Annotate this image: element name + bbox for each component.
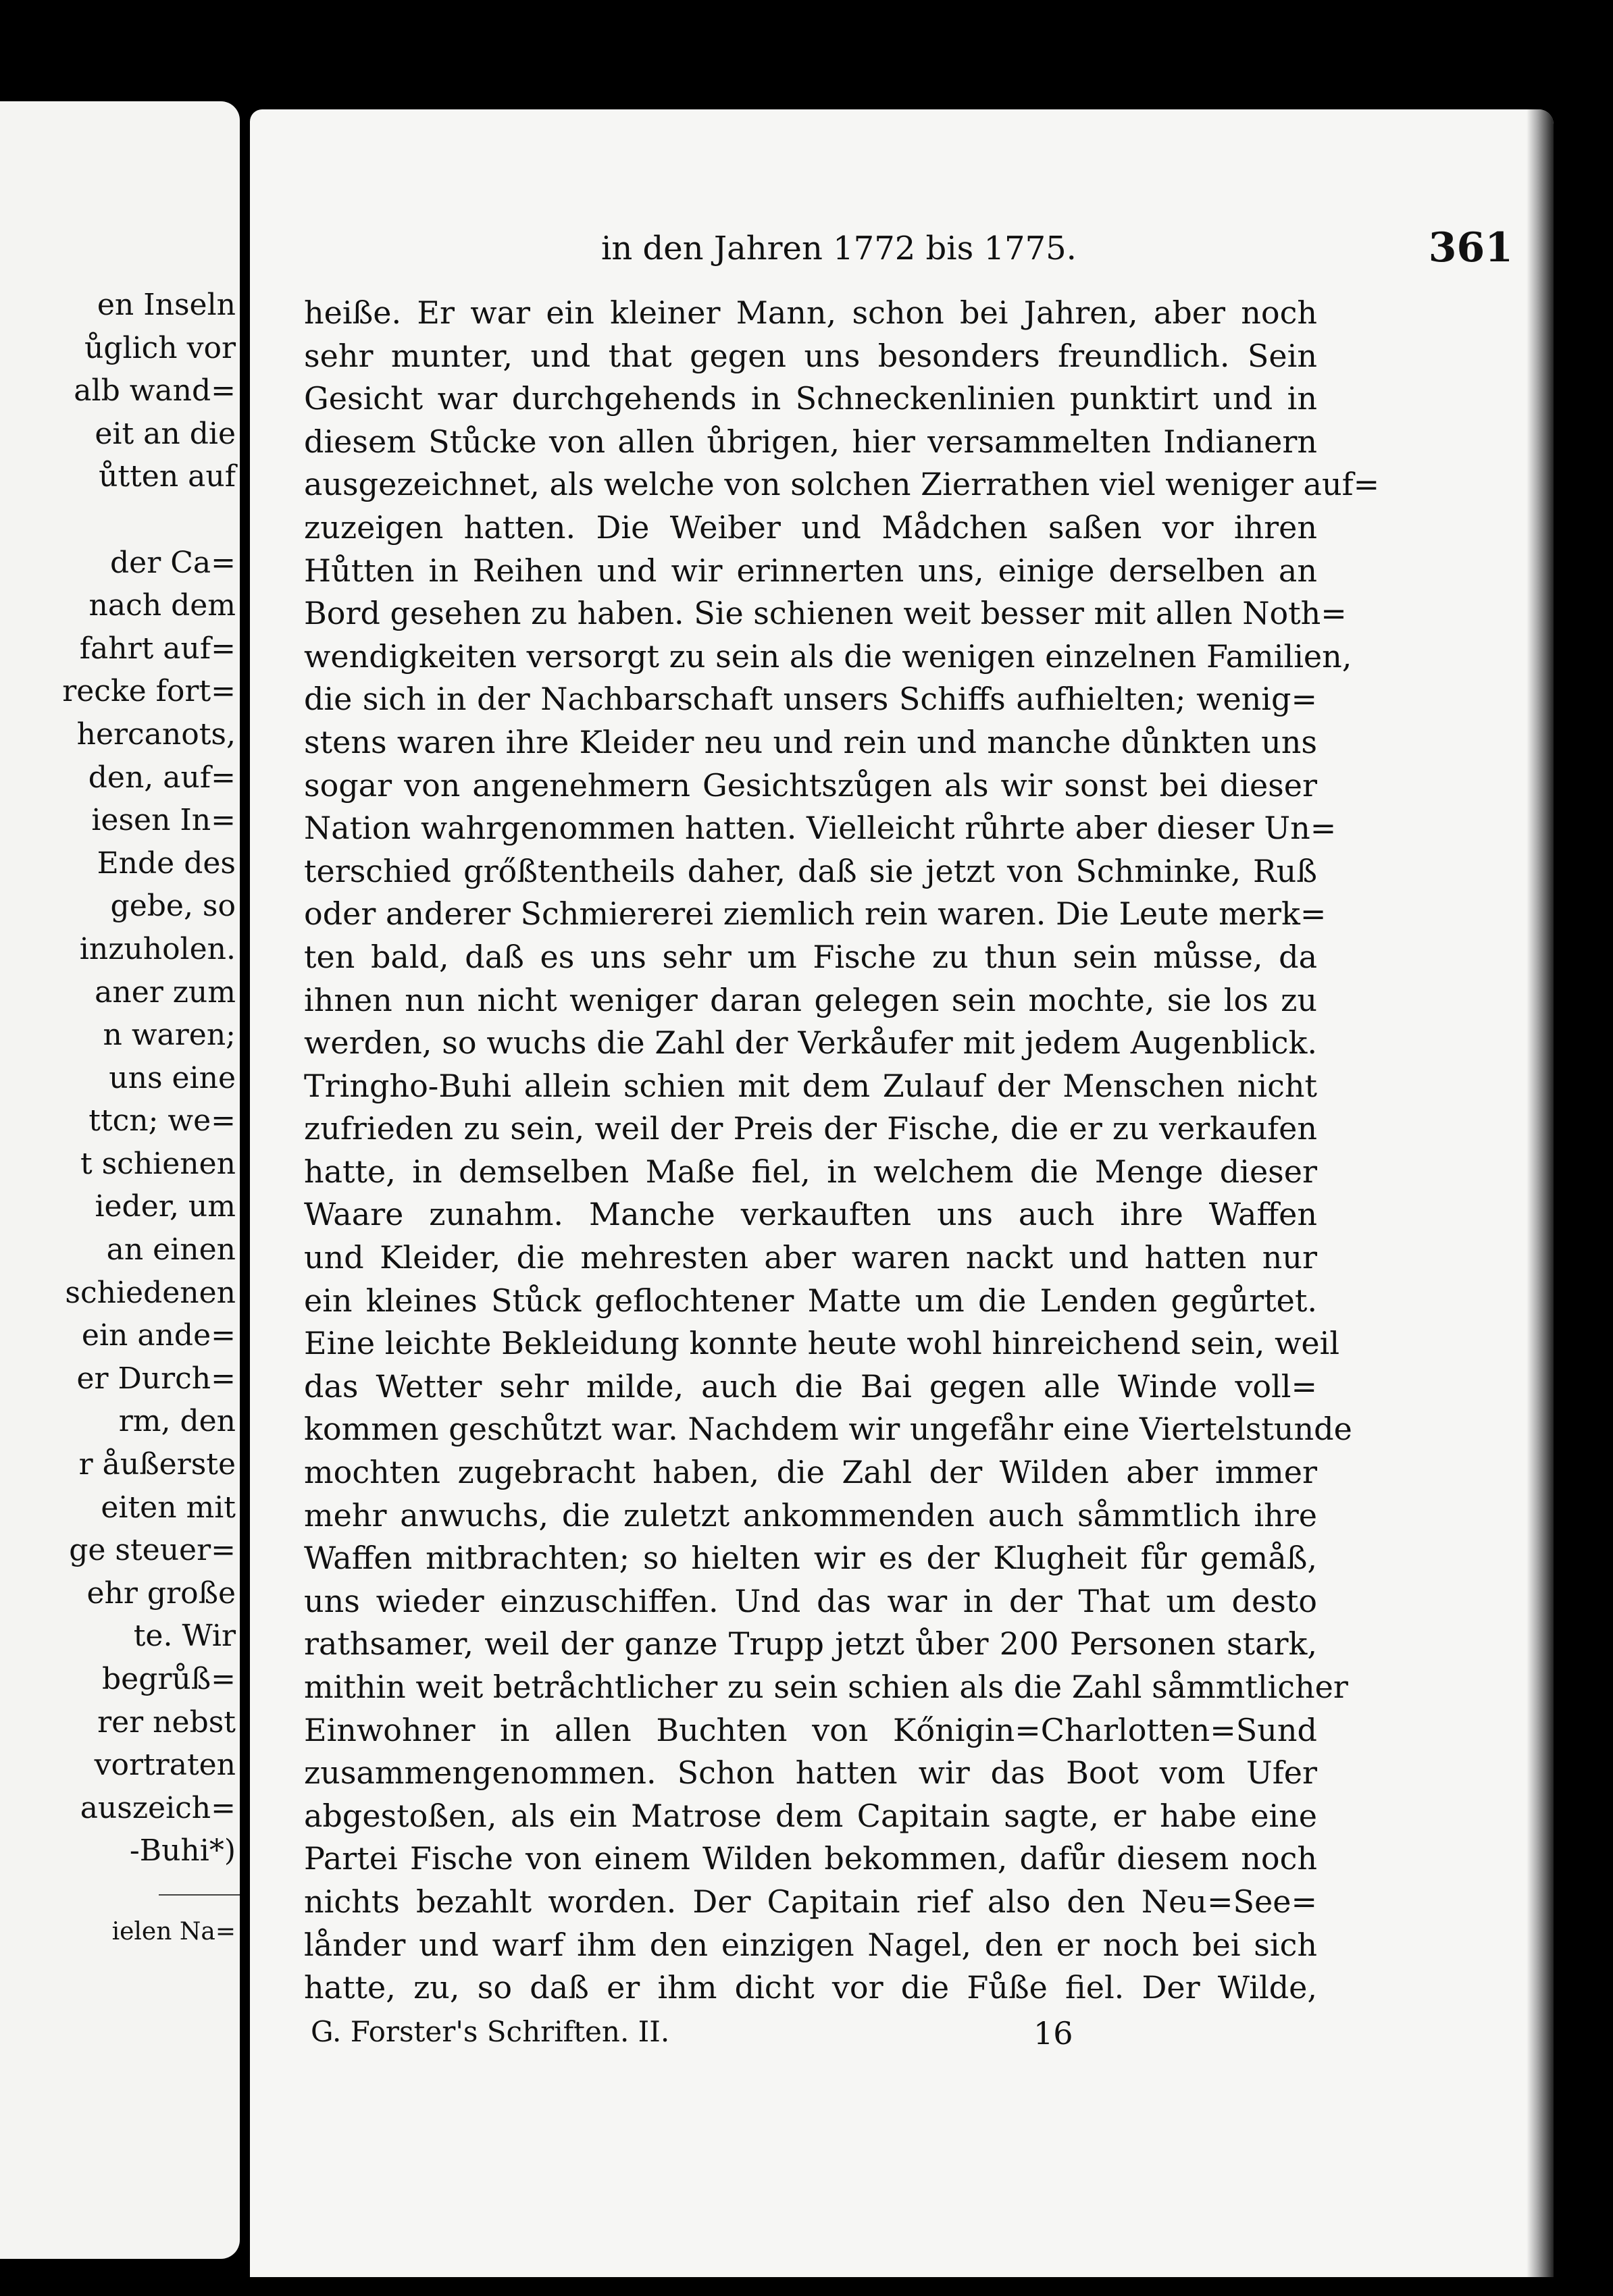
left-text-line: alb wand=	[74, 373, 236, 409]
body-text-line: zusammengenommen. Schon hatten wir das Boot vom Ufer	[304, 1754, 1317, 1792]
left-text-line: ehr große	[86, 1575, 236, 1611]
left-text-line: schiedenen	[65, 1275, 236, 1310]
left-text-line: rm, den	[118, 1404, 236, 1439]
body-text-line: stens waren ihre Kleider neu und rein und manche důnkten uns	[304, 723, 1317, 760]
body-text-line: mochten zugebracht haben, die Zahl der Wilden aber immer	[304, 1454, 1317, 1491]
left-text-line: ůtten auf	[99, 459, 236, 494]
body-text-line: rathsamer, weil der ganze Trupp jetzt ůber 200 Personen stark,	[304, 1625, 1317, 1663]
body-text-line: terschied grőßtentheils daher, daß sie jetzt von Schminke, Ruß	[304, 852, 1317, 889]
left-text-line: auszeich=	[80, 1790, 236, 1825]
body-text-line: mehr anwuchs, die zuletzt ankommenden auch såmmtlich ihre	[304, 1496, 1317, 1534]
left-text-line: n waren;	[103, 1018, 236, 1053]
left-text-line: nach dem	[88, 588, 236, 623]
right-page	[250, 109, 1554, 2277]
left-text-line: gebe, so	[110, 889, 236, 924]
body-text-line: heiße. Er war ein kleiner Mann, schon bei Jahren, aber noch	[304, 294, 1317, 331]
body-text-line: zufrieden zu sein, weil der Preis der Fische, die er zu verkaufen	[304, 1110, 1317, 1147]
body-text-line: kommen geschůtzt war. Nachdem wir ungefåhr eine Viertelstunde	[304, 1411, 1352, 1448]
left-text-line: ieder, um	[95, 1189, 236, 1224]
body-text-line: mithin weit betråchtlicher zu sein schien als die Zahl såmmtlicher	[304, 1669, 1348, 1705]
body-text-line: sehr munter, und that gegen uns besonders freundlich. Sein	[304, 337, 1317, 374]
left-text-line: recke fort=	[62, 674, 236, 709]
book-spine-shadow	[1527, 109, 1554, 2277]
body-text-line: oder anderer Schmiererei ziemlich rein waren. Die Leute merk=	[304, 895, 1327, 933]
author-line: G. Forster's Schriften. II.	[311, 2015, 670, 2048]
body-text-line: Eine leichte Bekleidung konnte heute wohl hinreichend sein, weil	[304, 1325, 1340, 1362]
body-text-line: abgestoßen, als ein Matrose dem Capitain sagte, er habe eine	[304, 1797, 1317, 1834]
left-text-line: ůglich vor	[84, 330, 236, 365]
body-text-line: ausgezeichnet, als welche von solchen Zierrathen viel weniger auf=	[304, 466, 1380, 503]
left-text-line: r åußerste	[78, 1447, 236, 1482]
left-text-line: Ende des	[97, 845, 236, 881]
body-text-line: Einwohner in allen Buchten von Kőnigin=Charlotten=Sund	[304, 1711, 1317, 1748]
body-text-line: wendigkeiten versorgt zu sein als die wenigen einzelnen Familien,	[304, 637, 1352, 675]
body-text-line: Hůtten in Reihen und wir erinnerten uns, einige derselben an	[304, 552, 1317, 589]
left-text-line: -Buhi*)	[129, 1833, 236, 1869]
body-text-line: ihnen nun nicht weniger daran gelegen sein mochte, sie los zu	[304, 981, 1317, 1018]
body-text-line: das Wetter sehr milde, auch die Bai gegen alle Winde voll=	[304, 1367, 1317, 1405]
left-text-line: ein ande=	[81, 1318, 236, 1353]
left-text-line: an einen	[106, 1232, 236, 1268]
body-text-line: Tringho-Buhi allein schien mit dem Zulauf der Menschen nicht	[304, 1067, 1317, 1104]
body-text-line: Partei Fische von einem Wilden bekommen, dafůr diesem noch	[304, 1840, 1317, 1877]
footnote-rule	[159, 1894, 240, 1896]
body-text-line: ein kleines Stůck geflochtener Matte um die Lenden gegůrtet.	[304, 1282, 1317, 1319]
left-text-line: t schienen	[80, 1146, 236, 1181]
left-text-line: ttcn; we=	[88, 1103, 236, 1139]
body-text-line: Waare zunahm. Manche verkauften uns auch ihre Waffen	[304, 1196, 1317, 1233]
body-text-line: werden, so wuchs die Zahl der Verkåufer mit jedem Augenblick.	[304, 1024, 1317, 1062]
body-text-line: lånder und warf ihm den einzigen Nagel, den er noch bei sich	[304, 1926, 1317, 1963]
left-text-line: en Inseln	[97, 288, 236, 322]
body-text-line: ten bald, daß es uns sehr um Fische zu thun sein můsse, da	[304, 938, 1317, 975]
left-footnote: ielen Na=	[111, 1918, 236, 1946]
running-title: in den Jahren 1772 bis 1775.	[601, 230, 1077, 267]
left-page-fragment	[0, 101, 240, 2259]
page-footer	[311, 2015, 1324, 2052]
left-text-line: eiten mit	[101, 1490, 236, 1525]
page-number: 361	[1428, 224, 1513, 271]
left-text-line: der Ca=	[110, 545, 236, 580]
left-text-line	[6, 498, 236, 542]
page-header	[601, 224, 1533, 271]
left-text-line: iesen In=	[91, 803, 236, 838]
signature-mark: 16	[1033, 2015, 1073, 2052]
body-text-line: Bord gesehen zu haben. Sie schienen weit besser mit allen Noth=	[304, 595, 1347, 632]
left-text-line: er Durch=	[76, 1361, 236, 1396]
left-text-line: fahrt auf=	[79, 631, 236, 666]
left-text-line: den, auf=	[88, 760, 236, 795]
left-text-line: hercanots,	[76, 716, 236, 752]
left-text-line: rer nebst	[97, 1704, 236, 1740]
body-text-line: uns wieder einzuschiffen. Und das war in der That um desto	[304, 1582, 1317, 1619]
body-text-line: sogar von angenehmern Gesichtszůgen als wir sonst bei dieser	[304, 766, 1317, 804]
body-text-line: diesem Stůcke von allen ůbrigen, hier versammelten Indianern	[304, 423, 1317, 460]
left-page-text	[6, 284, 236, 1873]
left-text-line: eit an die	[95, 416, 236, 451]
body-text-line: und Kleider, die mehresten aber waren nackt und hatten nur	[304, 1239, 1317, 1276]
body-text-line: hatte, zu, so daß er ihm dicht vor die Fůße fiel. Der Wilde,	[304, 1969, 1317, 2006]
left-text-line: begrůß=	[102, 1662, 236, 1696]
left-text-line: te. Wir	[133, 1619, 236, 1654]
left-text-line: ge steuer=	[69, 1533, 236, 1568]
left-text-line: aner zum	[95, 974, 236, 1010]
left-text-line: vortraten	[94, 1748, 236, 1783]
body-text-line: Gesicht war durchgehends in Schneckenlinien punktirt und in	[304, 380, 1317, 417]
body-text-line: zuzeigen hatten. Die Weiber und Mådchen saßen vor ihren	[304, 508, 1317, 546]
body-text-line: nichts bezahlt worden. Der Capitain rief also den Neu=See=	[304, 1883, 1317, 1920]
left-text-line: uns eine	[109, 1060, 236, 1095]
body-text-line: die sich in der Nachbarschaft unsers Schiffs aufhielten; wenig=	[304, 681, 1317, 718]
left-text-line: inzuholen.	[79, 931, 236, 966]
body-text-line: Waffen mitbrachten; so hielten wir es der Klugheit fůr gemåß,	[304, 1540, 1317, 1577]
body-text-line: Nation wahrgenommen hatten. Vielleicht růhrte aber dieser Un=	[304, 810, 1337, 847]
body-text-line: hatte, in demselben Maße fiel, in welchem die Menge dieser	[304, 1153, 1317, 1190]
body-text	[304, 292, 1380, 2010]
